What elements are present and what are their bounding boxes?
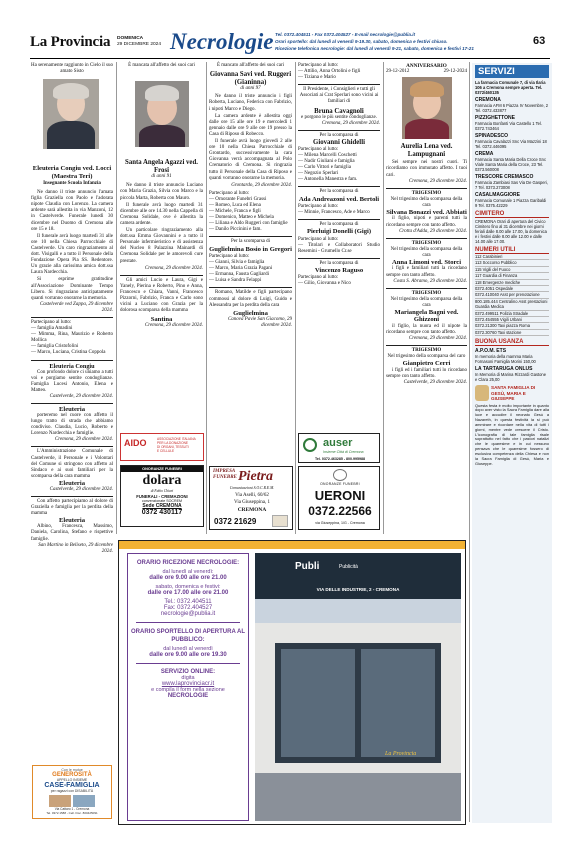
auser-sub: Insieme Città di Cremona [323,450,364,454]
lutto-item: — Attilio, Anna Ortolini e figli [298,69,361,75]
box-place: Cremona, 29 dicembre 2024. [321,120,380,126]
association-name: LA TARTARUGA ONLUS [475,366,533,373]
place-date: Castelverde, 29 dicembre 2024. [403,379,467,385]
deceased-name: Silvana Bonazzi ved. Abbiati [386,209,467,217]
ad-title: GENEROSITÀ [52,772,92,778]
donation-text: In Memoria di Marina Rizzardi Gastone e Clara 25,00 [475,372,546,383]
saint-text: Questa festa è molto importante in quanto dopo aver visto la Sacra Famiglia dare alla luce e accudire il neonato Gesù a Nazareth, in questa festività la si può ammirare e ricordare nella vita di tutti i giorni, mentre vede crescere il Cristo. L'iconografia di tale famiglia risale soprattutto nel fatto che i pastori natalizi che le quaresime e in cui nessuno pensava che le quaresime fossero di esclusiva competenza della Chiesa e non la Sacra Famiglia di Gesù, Maria e Giuseppe. [475,402,549,466]
city-pharmacy: Farmacia AFM 6 Piazza IV Novembre, 2 Tel. 0372.433877 [475,103,549,113]
lutto-item: — Marco, Luciana, Cristina Coppola [31,350,106,356]
deceased-name: Mariangela Bagni ved. Ghizzoni [394,308,459,324]
header-hours: Orari sportello: dal lunedì al venerdì 9-19.30, sabato, domenica e festivi chiuso. [275,39,448,44]
place-date: Cremona, 29 dicembre 2024. [408,335,467,341]
intro-text: Ha serenamente raggiunto in Cielo il suo amato Sisto [31,63,113,75]
auser-name: auser [323,437,353,449]
phone-number: 0372.30760 Taxi stazione [475,330,549,336]
deceased-nickname: (Gianinna) [234,78,267,86]
intro-text: È mancata all'affetto dei suoi cari [128,63,195,68]
portrait-photo [135,81,189,147]
chapel-text: La camera ardente è allestita oggi dalle ore 15 alle ore 19 e mercoledì 1 gennaio dalle ore 9 alle ore 19 presso la Casa di Riposo di Robecco. [209,113,292,137]
cimitero-text: CREMONA Orari di apertura del Civico Cimitero fino al 31 dicembre nei giorni feriali dalle 8.00 alle 17.00, la domenica e i festivi dalle 8.00 alle 12.00 e dalle 14.00 alle 17.00. [475,219,547,244]
deceased-age: di anni 91 [151,174,172,180]
lutto-title: Partecipano al lutto: [298,274,339,280]
aido-ad [120,433,204,461]
box-name: Guglielmina [233,309,268,317]
trigesimo-title: TRIGESIMO [411,240,442,246]
publia-address: VIA DELLE INDUSTRIE, 2 - CREMONA [316,587,400,592]
box-title: Per la scomparsa di [319,132,359,138]
building-sign: La Provincia [385,751,417,757]
dolara-name: dolara [142,473,182,488]
aido-line: PER LA DONAZIONE [157,441,188,445]
city-heading: CREMA [475,151,494,157]
lutto-item: — Gilio, Giovanna e Nico [298,281,351,287]
deceased-name: Gianpietro Cerri [402,360,451,368]
dolara-line: FUNERALI - CREMAZIONI [136,494,188,499]
lutto-item: — Luisa e Sandra Felappi [209,278,262,284]
pietra-top: IMPRESA FUNEBRE [213,469,237,480]
lutto-item: — Carlo Vittori e famiglia [298,165,351,171]
box-place: San Martino in Beliseto, 29 dicembre 2024. [38,542,113,554]
lutto-title: Partecipano al lutto: [31,319,72,325]
box-text: porteremo nel cuore con affetto il lungo tratto di strada che abbiamo condiviso. Claudia, Lucio, Roberto e Lorenzo Nardecchia e famiglie. [31,413,113,437]
phone-number: 117 Guardia di Finanza [475,273,549,279]
dolara-conv: convenzionate SOCREM [142,499,182,503]
box-text: L'Amministrazione Comunale di Castelverde, il Personale e i Volontari del Comune si stringono con affetto al Sindaco e ai suoi familiari per la scomparsa della cara mamma [31,449,113,479]
header-contacts: Tel. 0372.404511 - Fax 0372.404527 - E-mail necrologie@publia.it [275,32,416,37]
publia-digita: digita [181,675,195,681]
anniversary-date-end: 29-12-2024 [443,69,467,75]
trigesimo-text: Nel trigesimo della scomparsa del caro [387,354,466,360]
saint-title: SANTA FAMIGLIA DI GESÙ, MARIA E GIUSEPPE [491,385,536,402]
phone-number: 0372.499511 Polizia Stradale [475,311,549,317]
lutto-item: — Liliana e Aldo Ruggeri con famiglie [209,221,288,227]
publia-counter-hours: dalle ore 9.00 alle ore 19.30 [149,652,227,658]
box-text: Gli amici Lucio e Laura, Gigi e Yanely, Pierina e Roberto, Pino e Anna, Francesco e Chiara, Vanni, Francesco Pizzorni, Fabrizio, Franca e Carlo sono vicini a Luciano con Grazia per la dolorosa scomparsa della mamma [120,277,203,314]
pietra-name: Pietra [238,469,273,484]
box-name: Eleuteria [58,517,85,525]
box-title: Per la scomparsa di [319,222,359,228]
phone-number: 113 Soccorso Pubblico [475,260,549,266]
publia-necrologie-label: NECROLOGIE [167,693,209,699]
lutto-item: — Negozio Sperlari [298,171,339,177]
pietra-city: CREMONA [237,507,267,513]
lutto-item: — Antonella Manestra e fam. [298,177,358,183]
ad-tel: Tel. 0372.1588 - Cell. Fisc. 800425091 [46,811,98,815]
box-name: Eleuteria [58,479,85,487]
box-name: Eleuteria Congiu [49,362,95,370]
city-pharmacy: Farmacia Cavalazzi Snc Via Mazzini 18 Tel. 0372.446095 [475,139,547,149]
lutto-item: — Titolari e Collaboratori Studio Resemini - Grumello Cr.se [298,242,380,254]
deceased-name: Giovanna Savi ved. Ruggeri [209,71,292,79]
lutto-item: — Mimma, Rina, Maurizio e Roberto Mollica [31,332,113,344]
lutto-item: — Michele, Franca e figli [209,209,261,215]
thanks-text: Un particolare ringraziamento alla dott.ssa Emma Giovannini e a tutto il Personale infermieristico e di assistenza del Nucleo 8 Palazzina Mainardi di Cremona Solidale per le amorevoli cure prestate. [120,228,203,264]
publia-counter-title: ORARIO SPORTELLO DI APERTURA AL PUBBLICO: [131,629,245,643]
anniversary-title: ANNIVERSARIO [406,63,447,69]
box-place: Canova Pavie San Giacomo, 29 dicembre 2024. [227,316,292,328]
page-number: 63 [533,35,546,47]
dolara-tel: 0372 430117 [141,509,183,516]
phone-number: 118 Emergenze mediche [475,280,549,286]
deceased-name: Anna Limoni ved. Storci [391,259,462,266]
aido-line: ASSOCIAZIONE ITALIANA [157,437,196,441]
ad-addr: Via Cattaro 1 - Cremona [54,807,90,811]
box-title: Per la scomparsa di [319,189,359,195]
farmacia-comunale: La farmacia Comunale 7, di via Ilaria 106 a Cremona sempre aperta. Tel. 0372/460135 [475,80,546,95]
box-title: Per la scomparsa di [319,260,359,266]
aido-line: DI ORGANI, TESSUTI [157,445,189,449]
box-text: Albino, Francesca, Massimo, Daniela, Carolina, Stefano e rispettive famiglie. [31,524,113,542]
trigesimo-text2: il figlio, nipoti e parenti tutti la ricordano sempre con tanto affetto. [386,216,467,228]
place-date: Costa S. Abramo, 29 dicembre 2024. [393,278,467,284]
ad-pre: Con le mutue [61,768,83,772]
trigesimo-title: TRIGESIMO [411,190,442,196]
lutto-item: — Marco, Maria Grazia Pagani [209,266,273,272]
trigesimo-text: Nel trigesimo della scomparsa della cara [390,196,463,208]
funeral-text: Il funerale avrà luogo martedì 31 alle ore 10 nella Chiesa Parrocchiale di Castelverde. Un caro ringraziamento al dott. Visigalli e a tutto il Personale della Fondazione Opera Pia SS. Redentore. Un grazie alla carissima amica dott.ssa Laura Nardecchia. [31,233,113,276]
header-rule [30,58,550,59]
announcement-text: Ne danno il triste annuncio Luciano con Maria Grazia, Silvia con Marco e la piccola Marta, Roberta con Mauro. [120,183,203,201]
place-date: Cremona, 29 dicembre 2024. [144,265,203,271]
lutto-item: — famiglia Amadini [31,326,73,332]
funeral-text: Il funerale avrà luogo martedì 31 dicembre alle ore 14.30 nella Cappella di Cremona Solidale, ove è allestita la camera ardente. [120,202,203,226]
lutto-title: Partecipano al lutto: [209,190,250,196]
column-rule [116,62,117,534]
lutto-item: — Domenico, Matteo e Michela [209,215,274,221]
column-rule [469,62,470,822]
lutto-title: Partecipano al lutto: [298,63,339,68]
publia-weekend-label: sabato, domenica e festivi: [155,584,221,590]
deceased-name: Eleuteria Congiu ved. Locci (Maestra Teri) [32,165,112,180]
trigesimo-title: TRIGESIMO [411,348,442,354]
auser-tel: Tel. 0372.463285 - 800.995988 [314,457,366,461]
deceased-name: Aurelia Lena ved. Lampugnani [400,143,453,158]
intro-text: È mancato all'affetto dei suoi cari [216,63,285,68]
portrait-photo [402,77,452,139]
header-day: DOMENICA [117,36,144,41]
ueroni-ad [298,466,380,530]
box-text: Il Presidente, i Consiglieri e tutti gli Associati ai Crat Sperlari sono vicini ai familiari di [299,87,379,105]
column-2 [120,63,203,329]
box-title: Per la scomparsa di [230,239,271,245]
lutto-item: — famiglia Cristofolini [31,344,79,350]
auser-ad [298,433,380,463]
ueroni-tel: 0372.22566 [308,504,372,518]
ueroni-name: UERONI [314,488,366,503]
office-building-photo [255,553,461,821]
trigesimo-text2: il figlio, la nuora ed il nipote la ricordano sempre con tanto affetto. [386,323,467,335]
city-heading: CREMONA [475,97,501,103]
publia-hours-title: ORARIO RICEZIONE NECROLOGIE: [136,560,240,566]
lutto-item: — Minnie, Francesco, Ade e Marco [298,210,370,215]
pietra-addr2: Via Giuseppina, 1 [234,500,270,505]
thanks-text: Si esprime gratitudine all'Associazione Dominante Tempo Libero. Si ringraziano anticipatamente quanti vorranno onorarne la memoria. [31,277,113,301]
publia-ad [118,540,466,825]
column-3 [209,63,292,329]
cimitero-heading: CIMITERO [475,211,549,218]
lutto-item: — Danilo Piccinini e fam. [209,227,262,233]
box-name: Giovanni Ghidelli [313,138,365,146]
announcement-text: Ne danno il triste annuncio i figli Roberta, Luciano, Federica con Fabrizio, i nipoti Marco e Diego. [209,94,292,112]
trigesimo-text2: i figli ed i familiari tutti lo ricordano sempre con tanto affetto. [386,367,467,379]
funeral-text: Il funerale avrà luogo giovedì 2 alle ore 10 nella Chiesa Parrocchiale di Grontardo, successivamente la cara Giovanna verrà accompagnata al Polo Crematorio di Cremona. Si ringrazia tutto il Personale della Casa di Riposo e quanti vorranno onorarne la memoria. [209,139,292,181]
ad-sub: APPELLO INSIEME [56,778,88,782]
pietra-ad [209,466,293,530]
box-text: Con profondo dolore ci uniamo a tutti voi e porgiamo sentite condoglianze. Famiglia Lucesi Antonio, Elena e Matteo. [31,369,113,393]
place-date: Cremona, 29 dicembre 2024. [408,178,467,184]
lutto-title: Partecipano al lutto: [298,236,339,242]
section-title: Necrologie [170,29,274,54]
column-rule [383,62,384,534]
association-name: A.P.O.M. ETS [475,348,507,355]
ad-big: CASE-FAMIGLIA [44,782,100,789]
aido-logo: AIDO [124,438,147,448]
publia-weekday-hours: dalle ore 9.00 alle ore 21.00 [149,575,227,581]
place-date: Crotta d'Adda, 29 dicembre 2024. [399,228,467,234]
box-place: Cremona, 29 dicembre 2024. [144,323,203,329]
city-pharmacy: Farmacia Santa Maria Della Croce Snc Viale Santa Maria della Croce, 23 Tel. 0373.560008 [475,157,546,172]
publia-email[interactable]: necrologie@publia.it [160,611,216,617]
anniversary-text: Sei sempre nei nostri cuori. Ti ricordiamo con immutato affetto. I tuoi cari. [386,160,467,178]
lutto-item: — Romeo, Luca ed Elena [209,202,261,208]
publia-weekend-hours: dalle ore 17.00 alle ore 21.00 [147,590,229,596]
city-heading: SPINADESCO [475,133,509,139]
buona-usanza-heading: BUONA USANZA [475,339,549,346]
pietra-tel: 0372 21629 [214,517,257,526]
lutto-item: — Gianni, Silvia e famiglia [209,260,265,266]
phone-number: 0372.21300 Taxi piazza Roma [475,323,549,329]
publia-brand2: Publicità [339,564,358,570]
announcement-text: Ne danno il triste annuncio l'amata figlia Graziella con Paolo e l'adorata nipote Claudia con Lorenzo. La camera ardente sarà allestita in via Manzoni, 12 in Castelverde. Funerale lunedì 30 dicembre nel Duomo di Cremona alle ore 15 e 18. [31,190,113,232]
city-pharmacy: Farmacia Comunale 1 Piazza Garibaldi 9 Tel. 0375.42229 [475,198,547,208]
lutto-title: Partecipano al lutto: [209,253,250,259]
dolara-sub: di Fabio Chiari [150,489,174,493]
deceased-name: Santa Angela Agazzi ved. Frosi [125,159,198,174]
publia-fax: Fax: 0372.404527 [163,605,213,611]
box-place: Castelverde, 29 dicembre 2024. [49,486,113,492]
sidebar-title: SERVIZI [475,65,549,78]
phone-number: 0372.4051 Ospedale [475,286,549,292]
phone-number: 0372.410040 Asst per prenotazione [475,292,549,298]
phone-number: 112 Carabinieri [475,254,549,260]
box-name: Bruna Cavagnoli [314,107,364,115]
ueroni-addr: via Giuseppina, 1/G - Cremona [315,521,365,525]
trigesimo-text: Nel trigesimo della scomparsa della cara [390,246,463,258]
trigesimo-text: Nel trigesimo della scomparsa della cara [390,296,463,308]
phone-number: 115 Vigili del Fuoco [475,267,549,273]
trigesimo-text2: i figli e familiari tutti la ricordano sempre con tanto affetto. [386,266,467,278]
publia-counter-label: dal lunedì al venerdì [163,646,213,652]
anniversary-date-start: 29-12-2012 [386,69,410,75]
place-date: Castelverde ved Zappa, 29 dicembre 2024. [39,301,113,313]
box-text2: e porgono le più sentite condoglianze. [301,114,377,120]
box-name: Ada Andreazoni ved. Bertoli [298,195,380,203]
column-1 [31,63,113,555]
publia-online-title: SERVIZIO ONLINE: [160,669,216,675]
publia-phone: Tel.: 0372.404511 [164,599,212,605]
lutto-item: — Milena Marcelli Coschetti [298,152,357,158]
place-date: Grontardo, 29 dicembre 2024. [231,182,292,188]
city-heading: CASALMAGGIORE [475,192,520,198]
box-name: Pierluigi Donelli (Gigi) [306,228,372,236]
generosita-ad [32,765,112,819]
portrait-photo [43,79,99,149]
donation-text: In memoria della mamma Maria Fornasoni Famiglia Morini 150,00 [475,354,536,365]
numeri-heading: NUMERI UTILI [475,247,549,254]
publia-banner [119,541,466,549]
holy-family-icon [475,385,489,401]
deceased-age: di anni 97 [240,86,261,92]
box-text: Romano, Matilde e figli partecipano commossi al dolore di Luigi, Guido e Alessandra per la perdita della cara [209,290,292,308]
newspaper-logo: La Provincia [30,34,111,50]
ueroni-head: ONORANZE FUNEBRI [320,482,360,486]
publia-form-text: e compila il form nella sezione [151,687,225,693]
header-phone-hours: Ricezione telefonica necrologie: dal lunedì al venerdì 9-21, sabato, domenica e festivi 17-21 [275,46,474,51]
aido-line: E CELLULE [157,449,175,453]
column-5 [386,63,467,386]
column-4 [298,63,380,287]
phone-number: 800.185.444 Centralino Asst prestazioni Guardia Medica [475,298,548,310]
box-text: Con affetto partecipiamo al dolore di Graziella e famiglia per la perdita della mamma [31,499,113,517]
column-rule [295,62,296,534]
pietra-sub: Comunicazioni S.O.C.R.E.M. [229,486,275,490]
lutto-item: — Ornorante Funebri Grassi [209,196,267,202]
lutto-title: Partecipano al lutto: [298,146,339,152]
lutto-item: — Nadir Giuliani e famiglia [298,159,355,165]
lutto-item: — Tiziana e Mario [298,75,336,81]
lutto-item: — Ermanna, Fausta Gagliardi [209,272,269,278]
box-name: Guglielmina Bosio in Gregori [209,245,292,253]
phone-number: 0372.454555 Vigili Urbani [475,317,549,323]
publia-url-link[interactable]: www.laprovinciacr.it [161,681,215,687]
ad-sub2: per ragazzi con DISABILITÀ [50,789,94,793]
box-place: Castelverde, 29 dicembre 2024. [49,393,113,399]
city-pharmacy: Farmacia Zambiasi Sas Via De Gasperi, 7 Tel. 0373.273008 [475,180,548,190]
box-place: Cremona, 29 dicembre 2024. [54,437,113,443]
publia-weekday-label: dal lunedì al venerdì: [162,569,214,575]
dolara-ad [120,465,204,527]
box-name: Eleuteria [58,406,85,413]
services-sidebar [472,63,552,823]
city-heading: PIZZIGHETTONE [475,115,515,121]
publia-brand: Publi [295,561,320,572]
box-name: Vincenzo Raguso [314,266,364,274]
city-pharmacy: Farmacia Bonfanti Via Castello 1 Tel. 0372.743464 [475,121,542,131]
deceased-role: Insegnante Scuola Infanzia [43,181,101,186]
city-heading: TRESCORE CREMASCO [475,174,534,180]
dolara-sede: Sede CREMONA [142,503,182,509]
box-name: Santina [150,316,173,324]
lutto-title: Partecipano al lutto: [298,203,339,209]
dolara-head: ONORANZE FUNEBRI [121,466,203,472]
pietra-addr1: Via Aselli, 60/62 [235,493,269,498]
column-rule [206,62,207,534]
header-date: 29 DICEMBRE 2024 [117,42,161,47]
trigesimo-title: TRIGESIMO [411,290,442,296]
